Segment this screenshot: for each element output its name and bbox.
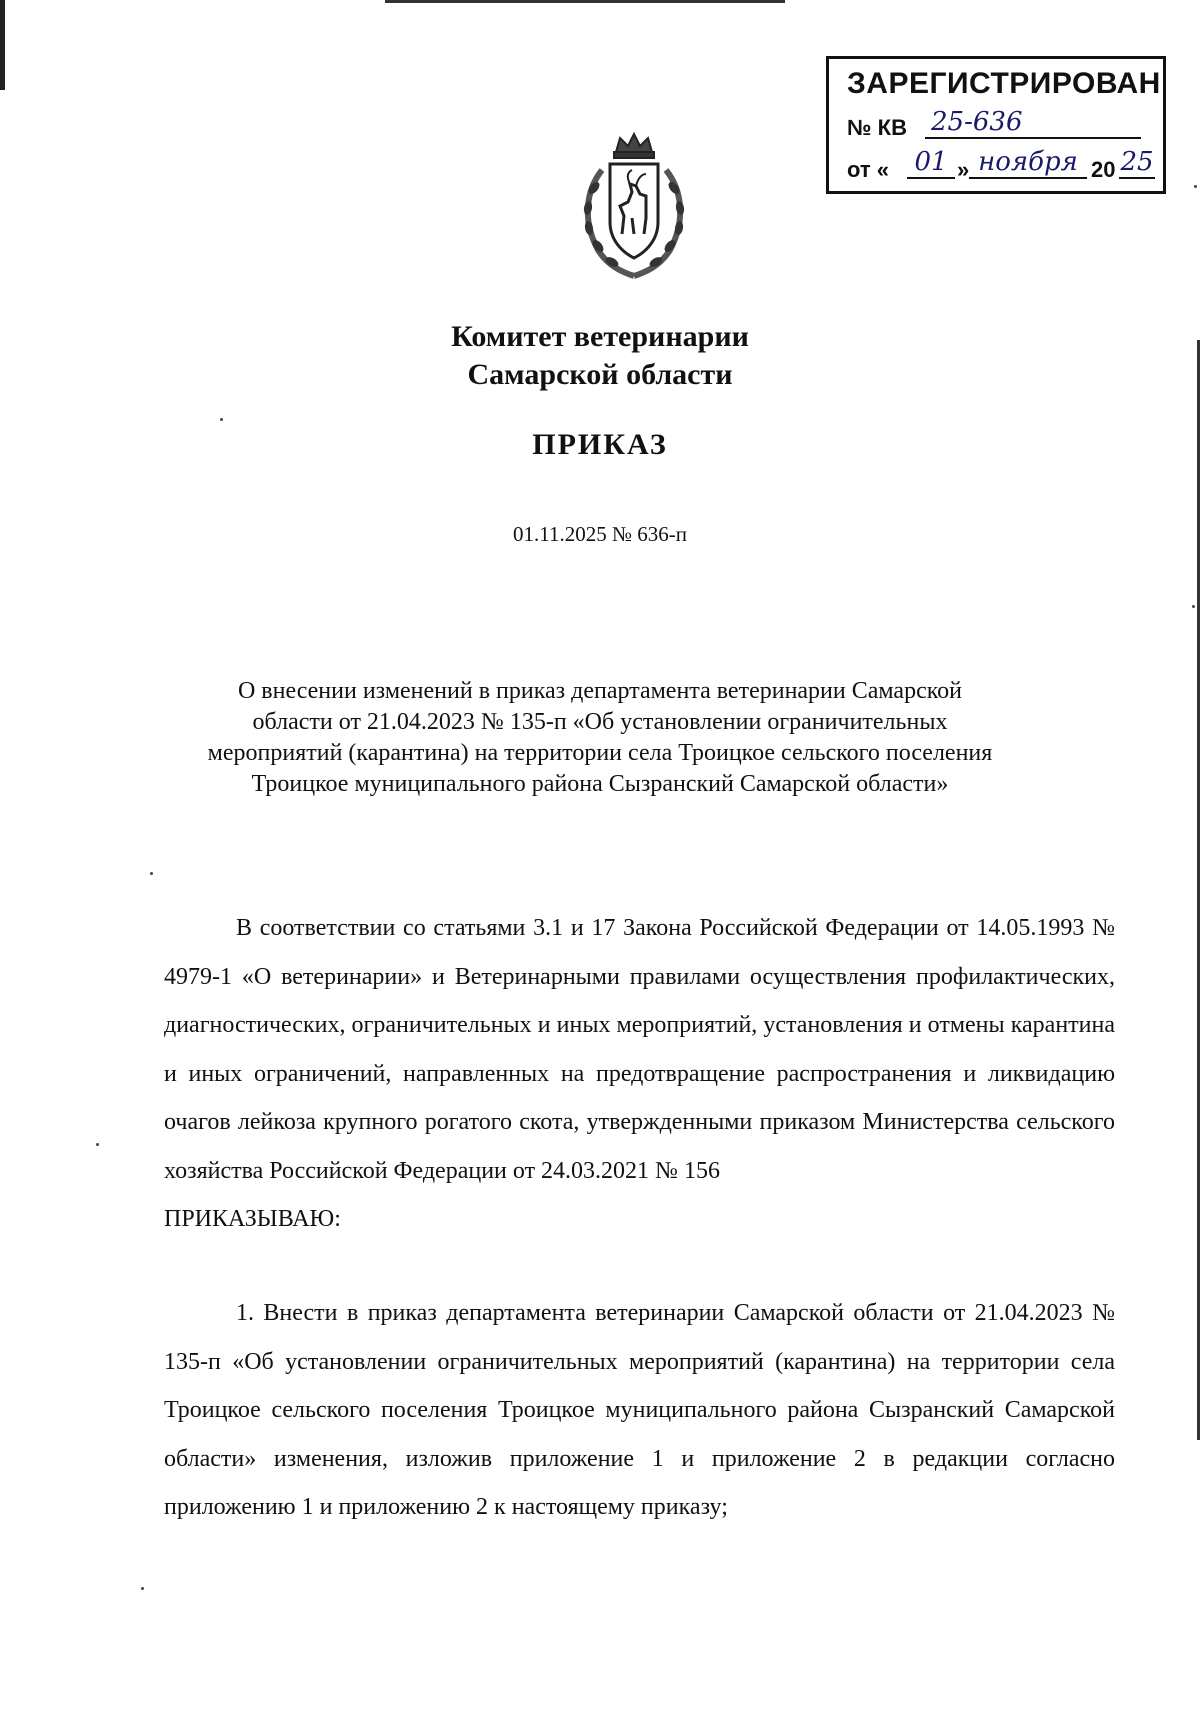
preamble-text: В соответствии со статьями 3.1 и 17 Закона Российской Федерации от 14.05.1993 № 4979-1 «О ветеринарии» и Ветеринарными правилами осуществления профилактических, диагностических, ограничительных и иных мероприятий, установления и отмены карантина и иных ограничений, направленных на предотвращение распространения и ликвидацию очагов лейкоза крупного рогатого скота, утвержденными приказом Министерства сельского хозяйства Российской Федерации от 24.03.2021 № 156 — [164, 915, 1115, 1184]
document-subject — [0, 676, 1200, 800]
order-item-text: 1. Внести в приказ департамента ветеринарии Самарской области от 21.04.2023 № 135-п «Об установлении ограничительных мероприятий (карантина) на территории села Троицкое сельского поселения Троицкое муниципального района Сызранский Самарской области» изменения, изложив приложение 1 и приложение 2 в редакции согласно приложению 1 и приложению 2 к настоящему приказу; — [164, 1300, 1115, 1520]
scan-speck — [220, 418, 223, 421]
coat-of-arms-icon — [572, 130, 696, 282]
stamp-number-label: № КВ — [847, 115, 907, 140]
preamble-paragraph — [164, 904, 1115, 1244]
subject-line: мероприятий (карантина) на территории села Троицкое сельского поселения — [207, 740, 993, 766]
stamp-date-label: от « — [847, 157, 890, 182]
subject-line: области от 21.04.2023 № 135-п «Об установлении ограничительных — [252, 709, 948, 735]
scan-speck — [96, 1143, 99, 1146]
scan-edge — [385, 0, 785, 3]
stamp-date-month: ноября — [969, 147, 1087, 179]
organization-name — [0, 318, 1200, 394]
subject-line: Троицкое муниципального района Сызранский Самарской области» — [251, 771, 949, 797]
order-item-1 — [164, 1289, 1115, 1532]
stamp-date-year-suffix: 25 — [1120, 147, 1154, 177]
stamp-number-value: 25-636 — [925, 107, 1141, 139]
org-name-line: Самарской области — [467, 358, 733, 391]
scan-edge — [0, 0, 5, 90]
stamp-title: ЗАРЕГИСТРИРОВАН — [847, 67, 1161, 100]
stamp-date-year-prefix: 20 — [1091, 157, 1116, 182]
document-type: ПРИКАЗ — [532, 428, 668, 461]
stamp-date-separator: » — [957, 157, 970, 182]
registration-stamp — [826, 56, 1166, 194]
order-keyword: ПРИКАЗЫВАЮ: — [164, 1206, 341, 1232]
org-name-line: Комитет ветеринарии — [451, 320, 749, 353]
scan-speck — [1192, 605, 1195, 608]
scan-speck — [1194, 185, 1197, 188]
document-date-number: 01.11.2025 № 636-п — [513, 522, 687, 546]
scan-speck — [150, 872, 153, 875]
stamp-date-day: 01 — [907, 147, 955, 179]
subject-line: О внесении изменений в приказ департамента ветеринарии Самарской — [237, 678, 963, 704]
scan-speck — [141, 1587, 144, 1590]
